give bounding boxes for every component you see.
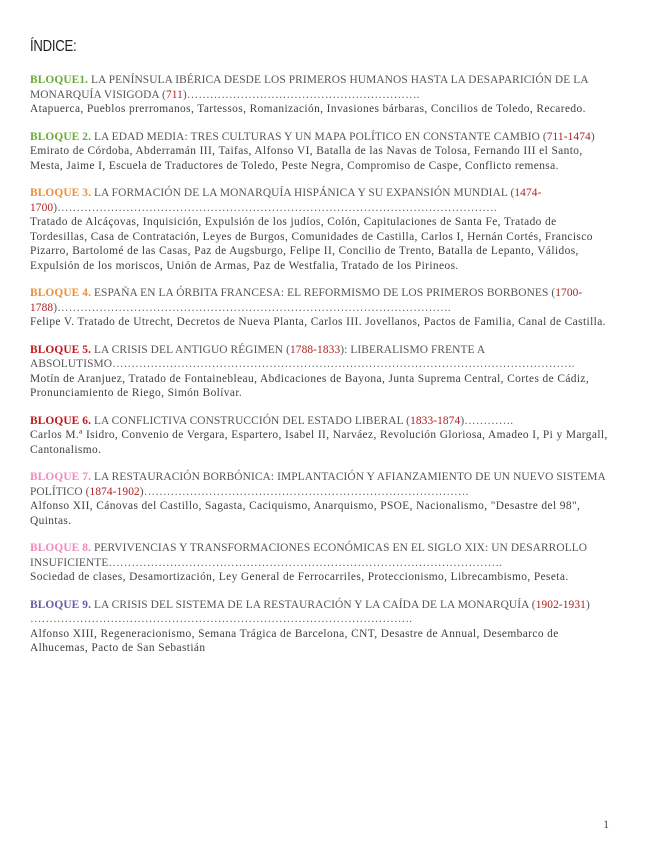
entry-heading bbox=[30, 343, 615, 372]
entry-topics: Felipe V. Tratado de Utrecht, Decretos de Nueva Planta, Carlos III. Jovellanos, Pactos de Familia, Canal de Castilla. bbox=[30, 316, 606, 328]
entry-title: LA CRISIS DEL SISTEMA DE LA RESTAURACIÓN Y LA CAÍDA DE LA MONARQUÍA ( bbox=[93, 598, 536, 611]
dot-leader: …………………………………………………………………………. bbox=[143, 485, 469, 498]
bloque-label: BLOQUE 8. bbox=[30, 542, 92, 554]
entry-dates: 1833-1874 bbox=[410, 414, 461, 427]
entry-dates: 1788-1833 bbox=[289, 343, 341, 356]
entry-title: LA EDAD MEDIA: TRES CULTURAS Y UN MAPA POLÍTICO EN CONSTANTE CAMBIO ( bbox=[93, 130, 547, 143]
entry-heading bbox=[30, 541, 615, 570]
entry-title-end: ): LIBERALISMO FRENTE A ABSOLUTISMO bbox=[30, 343, 485, 370]
index-entry bbox=[30, 130, 615, 174]
index-entry bbox=[30, 414, 615, 458]
entry-topics: Atapuerca, Pueblos prerromanos, Tartessos, Romanización, Invasiones bárbaras, Concilios de Toledo, Recaredo. bbox=[30, 103, 586, 115]
index-entry bbox=[30, 73, 615, 117]
dot-leader: ………………………………………………………………………………………. bbox=[30, 613, 413, 625]
entry-dates: 1874-1902 bbox=[89, 485, 140, 498]
entry-title: ESPAÑA EN LA ÓRBITA FRANCESA: EL REFORMISMO DE LOS PRIMEROS BORBONES ( bbox=[93, 287, 556, 299]
entry-heading bbox=[30, 598, 615, 627]
entry-title: LA CRISIS DEL ANTIGUO RÉGIMEN ( bbox=[93, 343, 290, 356]
entry-title: LA RESTAURACIÓN BORBÓNICA: IMPLANTACIÓN Y AFIANZAMIENTO DE UN NUEVO SISTEMA POLÍTICO ( bbox=[30, 471, 606, 498]
index-entry bbox=[30, 286, 615, 330]
bloque-label: BLOQUE 2. bbox=[30, 130, 92, 143]
entry-title-end: ) bbox=[139, 485, 144, 498]
entry-title-end: ) bbox=[590, 130, 595, 143]
bloque-label: BLOQUE 4. bbox=[30, 287, 92, 299]
index-entry bbox=[30, 343, 615, 401]
entry-title-end: ) bbox=[585, 598, 590, 611]
entry-heading bbox=[30, 130, 615, 145]
entry-title: LA FORMACIÓN DE LA MONARQUÍA HISPÁNICA Y SU EXPANSIÓN MUNDIAL ( bbox=[93, 187, 515, 199]
dot-leader: …………. bbox=[464, 414, 514, 427]
entry-dates: 1700-1788 bbox=[30, 287, 583, 314]
index-entry bbox=[30, 598, 615, 656]
entry-heading bbox=[30, 186, 615, 215]
entry-topics: Emirato de Córdoba, Abderramán III, Taifas, Alfonso VI, Batalla de las Navas de Tolosa, Fernando III el Santo, Mesta, Jaime I, Escuela de Traductores de Toledo, Peste Negra, Compromiso de Caspe, Conflicto remensa. bbox=[30, 145, 583, 172]
dot-leader: ……………………………………………………………………………………………………. bbox=[57, 201, 497, 214]
entry-topics: Carlos M.ª Isidro, Convenio de Vergara, Espartero, Isabel II, Narváez, Revolución Gloriosa, Amadeo I, Pi y Margall, Cantonalismo. bbox=[30, 429, 608, 456]
entry-topics: Sociedad de clases, Desamortización, Ley General de Ferrocarriles, Proteccionismo, Librecambismo, Peseta. bbox=[30, 571, 569, 583]
entry-topics: Tratado de Alcáçovas, Inquisición, Expulsión de los judíos, Colón, Capitulaciones de Santa Fe, Tratado de Tordesillas, Casa de Contratación, Leyes de Burgos, Comunidades de Castilla, Carlos I, Hernán Cortés, Francisco Pizarro, Bartolomé de las Casas, Paz de Augsburgo, Felipe II, Concilio de Trento, Batalla de Lepanto, Válidos, Expulsión de los moriscos, Unión de Armas, Paz de Westfalia, Tratado de los Pirineos. bbox=[30, 216, 593, 272]
index-entry bbox=[30, 541, 615, 585]
index-entry bbox=[30, 186, 615, 273]
index-title: ÍNDICE: bbox=[30, 38, 77, 55]
bloque-label: BLOQUE 7. bbox=[30, 471, 92, 483]
entry-heading bbox=[30, 414, 615, 429]
document-page bbox=[30, 38, 615, 669]
entry-title-end: ) bbox=[53, 301, 58, 314]
entry-dates: 1902-1931 bbox=[535, 598, 586, 611]
dot-leader: …………………………………………………………………………………………. bbox=[108, 556, 503, 569]
bloque-label: BLOQUE 3. bbox=[30, 187, 92, 199]
entry-heading bbox=[30, 470, 615, 499]
entry-title-end: ) bbox=[182, 88, 187, 101]
bloque-label: BLOQUE 6. bbox=[30, 414, 92, 427]
entry-dates: 1474-1700 bbox=[30, 187, 542, 214]
entry-topics: Motín de Aranjuez, Tratado de Fontainebleau, Abdicaciones de Bayona, Junta Suprema Central, Cortes de Cádiz, Pronunciamiento de Riego, Simón Bolívar. bbox=[30, 372, 590, 399]
entry-heading bbox=[30, 73, 615, 102]
entry-topics: Alfonso XII, Cánovas del Castillo, Sagasta, Caciquismo, Anarquismo, PSOE, Nacionalismo, "Desastre del 98", Quintas. bbox=[30, 500, 581, 527]
entry-title-end: ) bbox=[53, 201, 58, 214]
page-number: 1 bbox=[603, 819, 609, 831]
entry-title: LA CONFLICTIVA CONSTRUCCIÓN DEL ESTADO LIBERAL ( bbox=[93, 414, 411, 427]
entry-dates: 711 bbox=[165, 88, 183, 101]
index-entry bbox=[30, 470, 615, 528]
bloque-label: BLOQUE 5. bbox=[30, 343, 92, 356]
entry-title-end: ) bbox=[460, 414, 465, 427]
dot-leader: ……………………………………………………. bbox=[186, 88, 420, 101]
bloque-label: BLOQUE 9. bbox=[30, 598, 92, 611]
entry-dates: 711-1474 bbox=[546, 130, 591, 143]
dot-leader: …………………………………………………………………………………………. bbox=[57, 301, 451, 314]
entry-title: PERVIVENCIAS Y TRANSFORMACIONES ECONÓMICAS EN EL SIGLO XIX: UN DESARROLLO INSUFICIENTE bbox=[30, 542, 588, 569]
entry-title: LA PENÍNSULA IBÉRICA DESDE LOS PRIMEROS HUMANOS HASTA LA DESAPARICIÓN DE LA MONARQUÍA VISIGODA ( bbox=[30, 74, 589, 101]
entry-topics: Alfonso XIII, Regeneracionismo, Semana Trágica de Barcelona, CNT, Desastre de Annual, Desembarco de Alhucemas, Pacto de San Sebastián bbox=[30, 627, 559, 654]
entry-heading bbox=[30, 286, 615, 315]
bloque-label: BLOQUE1. bbox=[30, 74, 89, 86]
dot-leader: …………………………………………………………………………………………………………. bbox=[112, 358, 575, 370]
